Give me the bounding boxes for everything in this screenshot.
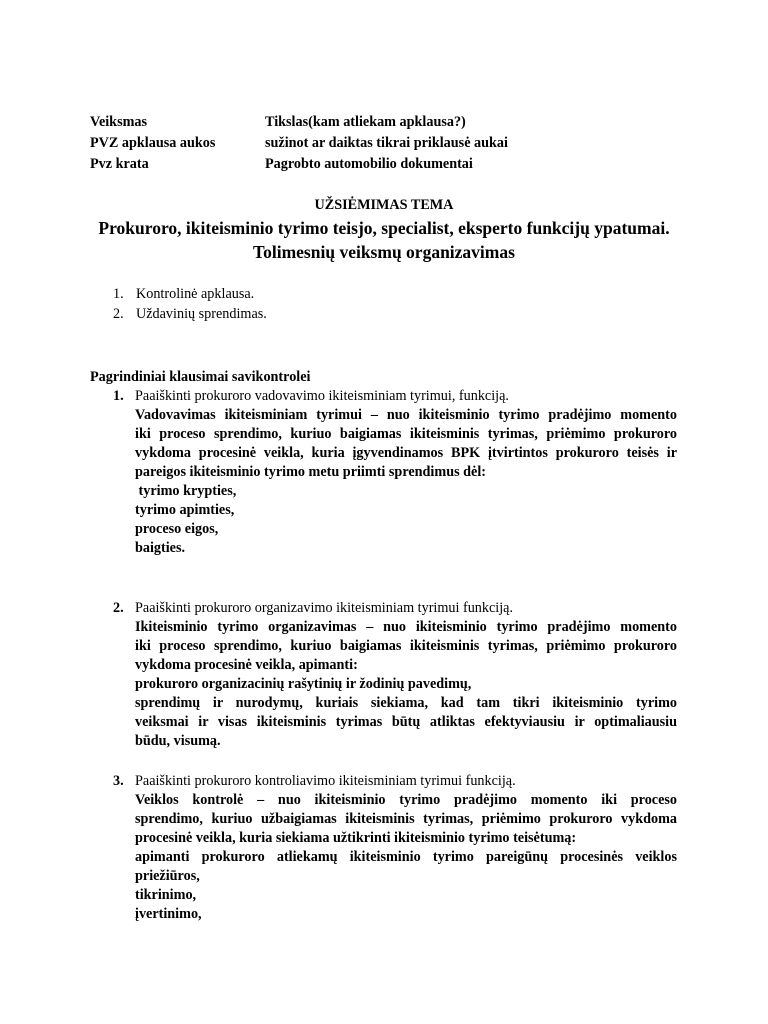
list-item [113, 284, 267, 304]
answer-block [135, 618, 677, 751]
answer-line: sprendimo, kuriuo užbaigiamas ikiteisminis tyrimas, priėmimo prokuroro vykdoma [135, 811, 677, 827]
answer-line: būdu, visumą. [135, 733, 221, 749]
action-goal-table [90, 112, 650, 175]
answer-line: Ikiteisminio tyrimo organizavimas – nuo ikiteisminio tyrimo pradėjimo momento [135, 619, 677, 635]
question-header [113, 772, 677, 791]
answer-line: proceso eigos, [135, 521, 219, 537]
question-header [113, 387, 677, 406]
question-text: Paaiškinti prokuroro organizavimo ikiteisminiam tyrimui funkciją. [135, 600, 514, 616]
answer-block [135, 406, 677, 558]
goal-cell: sužinot ar daiktas tikrai priklausė aukai [265, 135, 508, 151]
list-number: 1. [113, 286, 124, 302]
answer-line: prokuroro organizacinių rašytinių ir žodinių pavedimų, [135, 676, 472, 692]
page-title-line-2: Tolimesnių veiksmų organizavimas [253, 242, 515, 262]
question-1 [113, 387, 677, 558]
answer-block [135, 791, 677, 924]
answer-line: veiksmai ir visas ikiteisminis tyrimas būtų atliktas efektyviausiu ir optimaliausiu [135, 714, 677, 730]
answer-line: vykdoma procesinė veikla, apimanti: [135, 657, 358, 673]
action-cell: Pvz krata [90, 156, 149, 172]
section-heading: Pagrindiniai klausimai savikontrolei [90, 369, 311, 385]
answer-line: pareigos ikiteisminio tyrimo metu priimti sprendimus dėl: [135, 464, 487, 480]
list-text: Uždavinių sprendimas. [136, 306, 267, 322]
answer-line: iki proceso sprendimo, kuriuo baigiamas ikiteisminis tyrimas, priėmimo prokuroro [135, 426, 677, 442]
answer-line: baigties. [135, 540, 186, 556]
goal-cell: Tikslas(kam atliekam apklausa?) [265, 114, 466, 130]
answer-line: procesinė veikla, kuria siekiama užtikrinti ikiteisminio tyrimo teisėtumą: [135, 830, 577, 846]
table-row [90, 112, 650, 133]
answer-line: apimanti prokuroro atliekamų ikiteisminio tyrimo pareigūnų procesinės veiklos [135, 849, 677, 865]
answer-line: sprendimų ir nurodymų, kuriais siekiama, kad tam tikri ikiteisminio tyrimo [135, 695, 677, 711]
question-3 [113, 772, 677, 924]
question-2 [113, 599, 677, 751]
agenda-list [113, 284, 267, 324]
answer-line: Veiklos kontrolė – nuo ikiteisminio tyrimo pradėjimo momento iki proceso [135, 792, 677, 808]
goal-cell: Pagrobto automobilio dokumentai [265, 156, 473, 172]
answer-line: tikrinimo, [135, 887, 197, 903]
question-text: Paaiškinti prokuroro kontroliavimo ikiteisminiam tyrimui funkciją. [135, 773, 516, 789]
action-cell: Veiksmas [90, 114, 148, 130]
list-number: 2. [113, 306, 124, 322]
answer-line: tyrimo krypties, [135, 483, 237, 499]
question-number: 2. [113, 600, 124, 616]
subtitle: UŽSIĖMIMAS TEMA [314, 197, 454, 213]
list-item [113, 304, 267, 324]
question-number: 1. [113, 388, 124, 404]
answer-line: tyrimo apimties, [135, 502, 235, 518]
table-row [90, 154, 650, 175]
answer-line: Vadovavimas ikiteisminiam tyrimui – nuo ikiteisminio tyrimo pradėjimo momento [135, 407, 677, 423]
question-text: Paaiškinti prokuroro vadovavimo ikiteisminiam tyrimui, funkciją. [135, 388, 509, 404]
list-text: Kontrolinė apklausa. [136, 286, 255, 302]
answer-line: įvertinimo, [135, 906, 202, 922]
question-header [113, 599, 677, 618]
question-number: 3. [113, 773, 124, 789]
answer-line: vykdoma procesinė veikla, kuria įgyvendinamos BPK įtvirtintos prokuroro teisės ir [135, 445, 677, 461]
table-row [90, 133, 650, 154]
page-title-line-1: Prokuroro, ikiteisminio tyrimo teisjo, specialist, eksperto funkcijų ypatumai. [98, 218, 670, 238]
action-cell: PVZ apklausa aukos [90, 135, 216, 151]
answer-line: iki proceso sprendimo, kuriuo baigiamas ikiteisminis tyrimas, priėmimo prokuroro [135, 638, 677, 654]
answer-line: priežiūros, [135, 868, 200, 884]
